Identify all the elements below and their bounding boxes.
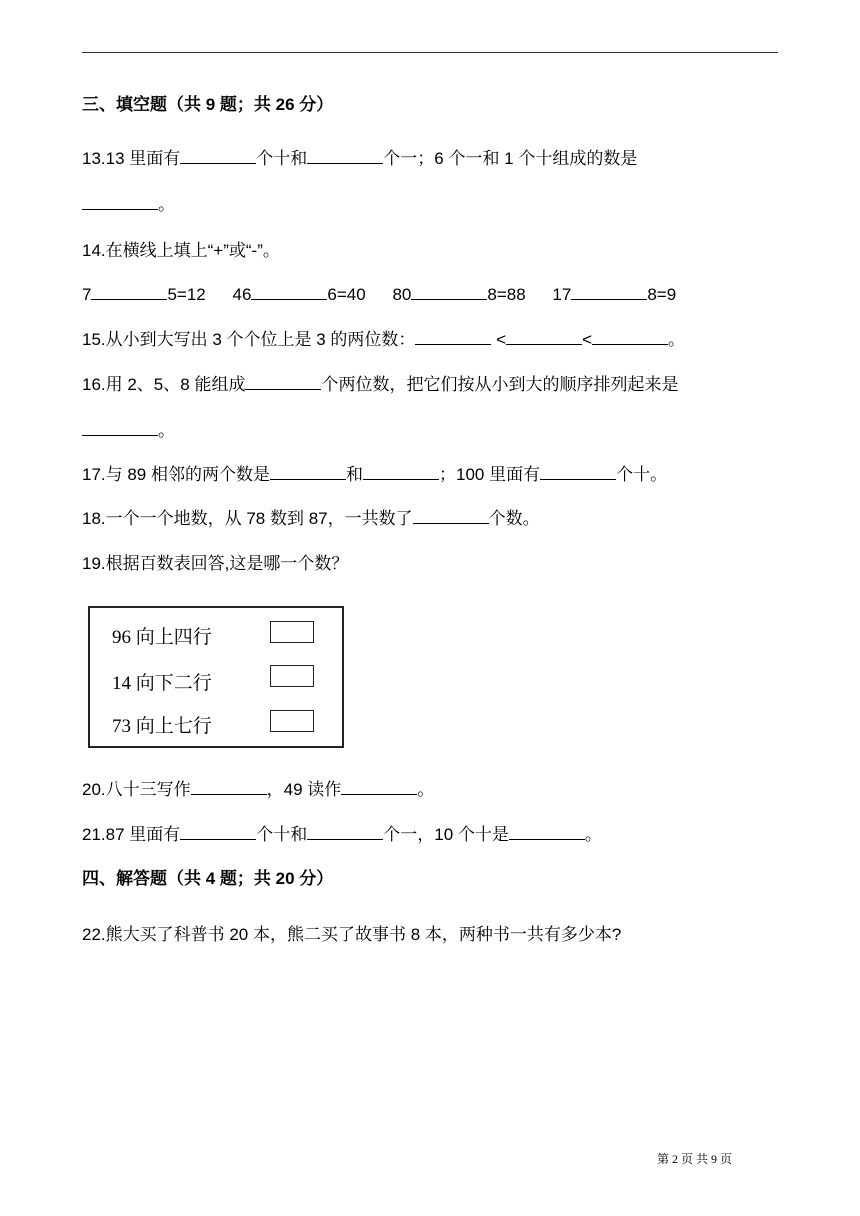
question-13: 13.13 里面有 个十和 个一；6 个一和 1 个十组成的数是 (82, 149, 638, 168)
question-16-cont: 。 (82, 420, 175, 442)
answer-blank[interactable] (540, 465, 616, 480)
section-4-heading: 四、解答题（共 4 题；共 20 分） (82, 869, 334, 888)
answer-blank[interactable] (592, 330, 668, 345)
question-18: 18.一个一个地数，从 78 数到 87，一共数了 个数。 (82, 509, 540, 528)
question-13-cont: 。 (82, 194, 175, 216)
answer-blank[interactable] (506, 330, 582, 345)
section-3-heading: 三、填空题（共 9 题；共 26 分） (82, 95, 334, 114)
equation: 80 8=88 (392, 285, 526, 304)
equation: 7 5=12 (82, 285, 206, 304)
answer-blank[interactable] (191, 780, 267, 795)
equation: 17 8=9 (552, 285, 677, 304)
answer-blank[interactable] (245, 375, 321, 390)
answer-blank[interactable] (415, 330, 491, 345)
question-19: 19.根据百数表回答,这是哪一个数？ (82, 554, 349, 573)
answer-blank[interactable] (363, 465, 439, 480)
answer-blank[interactable] (341, 780, 417, 795)
answer-blank[interactable] (509, 825, 585, 840)
question-14-equations (82, 284, 676, 306)
answer-blank[interactable] (82, 195, 158, 210)
answer-blank[interactable] (270, 465, 346, 480)
question-21: 21.87 里面有 个十和 个一，10 个十是 。 (82, 825, 602, 844)
question-15: 15.从小到大写出 3 个个位上是 3 的两位数： < < 。 (82, 330, 686, 349)
answer-blank[interactable] (571, 285, 647, 300)
question-14: 14.在横线上填上“+”或“-”。 (82, 241, 280, 260)
question-17: 17.与 89 相邻的两个数是 和 ；100 里面有 个十。 (82, 465, 668, 484)
answer-box[interactable] (270, 621, 314, 643)
answer-blank[interactable] (91, 285, 167, 300)
header-rule (82, 52, 778, 53)
hundred-box-row: 96 向上四行 (112, 627, 212, 648)
answer-blank[interactable] (180, 149, 256, 164)
question-22: 22.熊大买了科普书 20 本，熊二买了故事书 8 本，两种书一共有多少本? (82, 925, 622, 944)
answer-blank[interactable] (307, 825, 383, 840)
answer-blank[interactable] (251, 285, 327, 300)
answer-blank[interactable] (413, 509, 489, 524)
hundred-box-row: 73 向上七行 (112, 716, 212, 737)
answer-box[interactable] (270, 710, 314, 732)
hundred-chart-box (88, 606, 344, 748)
question-20: 20.八十三写作 ，49 读作 。 (82, 780, 435, 799)
question-16: 16.用 2、5、8 能组成 个两位数，把它们按从小到大的顺序排列起来是 (82, 375, 679, 394)
answer-blank[interactable] (411, 285, 487, 300)
answer-blank[interactable] (180, 825, 256, 840)
answer-blank[interactable] (307, 149, 383, 164)
page-footer: 第 2 页 共 9 页 (657, 1152, 733, 1166)
answer-blank[interactable] (82, 421, 158, 436)
equation: 46 6=40 (232, 285, 366, 304)
hundred-box-row: 14 向下二行 (112, 673, 212, 694)
answer-box[interactable] (270, 665, 314, 687)
